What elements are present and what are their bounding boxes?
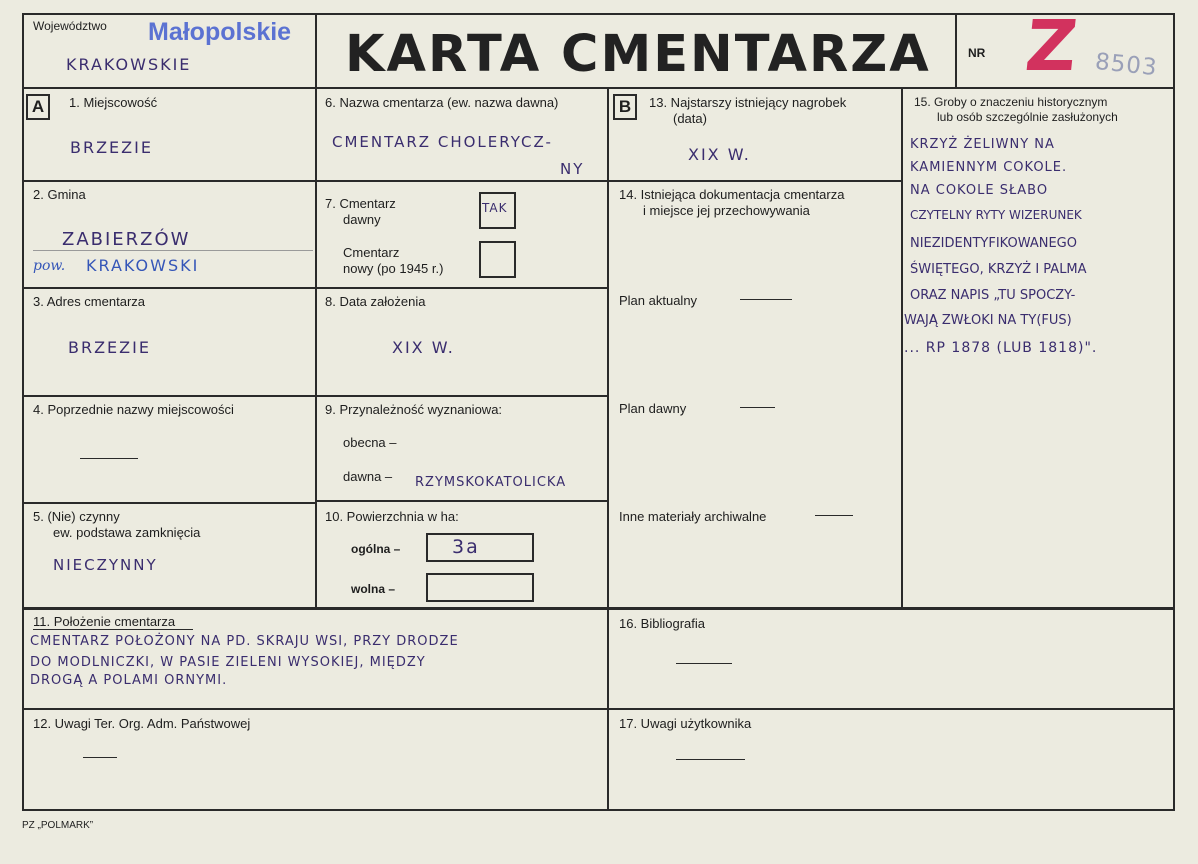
frame-left — [22, 13, 24, 810]
f2-pow-label: pow. — [33, 258, 66, 274]
row-line-2 — [22, 287, 609, 289]
f15-line-7: ORAZ NAPIS „TU SPOCZY- — [910, 288, 1076, 303]
f11-label-underline — [33, 629, 193, 630]
wojewodztwo-value: KRAKOWSKIE — [66, 55, 192, 74]
f9-dawna-label: dawna – — [343, 469, 393, 484]
f12-label: 12. Uwagi Ter. Org. Adm. Państwowej — [33, 716, 251, 731]
f8-label: 8. Data założenia — [325, 294, 426, 309]
row-line-1 — [22, 180, 609, 182]
f2-separator — [33, 250, 313, 251]
f11-line-3: DROGĄ A POLAMI ORNYMI. — [30, 673, 228, 688]
row-line-6 — [22, 708, 1175, 710]
f14-plan-aktualny-dash — [740, 299, 792, 300]
f11-label: 11. Położenie cmentarza — [33, 614, 176, 629]
f12-empty-dash — [83, 757, 117, 758]
f14-plan-dawny-dash — [740, 407, 775, 408]
f15-label-2: lub osób szczególnie zasłużonych — [937, 110, 1118, 124]
frame-top — [22, 13, 1174, 15]
f13-label-2: (data) — [673, 111, 707, 126]
f15-line-1: KRZYŻ ŻELIWNY NA — [910, 137, 1055, 152]
row-line-b — [607, 180, 903, 182]
f6-value-1: CMENTARZ CHOLERYCZ- — [332, 133, 553, 151]
f16-label: 16. Bibliografia — [619, 616, 705, 631]
printer-imprint: PZ „POLMARK” — [22, 820, 94, 831]
f14-label-1: 14. Istniejąca dokumentacja cmentarza — [619, 187, 845, 202]
f5-label-2: ew. podstawa zamknięcia — [53, 525, 201, 540]
section-a-marker: A — [26, 94, 50, 120]
f9-dawna-value: RZYMSKOKATOLICKA — [415, 475, 567, 490]
nr-label: NR — [968, 46, 986, 60]
f3-label: 3. Adres cmentarza — [33, 294, 145, 309]
f2-value: ZABIERZÓW — [62, 229, 191, 250]
f1-value: BRZEZIE — [70, 138, 153, 157]
f14-label-2: i miejsce jej przechowywania — [643, 203, 810, 218]
row-line-5 — [22, 607, 1175, 610]
col-line-3 — [901, 87, 903, 608]
f5-label-1: 5. (Nie) czynny — [33, 509, 120, 524]
f10-label: 10. Powierzchnia w ha: — [325, 509, 459, 524]
f3-value: BRZEZIE — [68, 338, 151, 357]
f10-wolna-label: wolna – — [351, 582, 396, 596]
f10-ogolna-box[interactable] — [426, 533, 534, 562]
f7-dawny-mark: TAK — [482, 201, 508, 215]
row-line-3 — [22, 395, 609, 397]
frame-right — [1173, 13, 1175, 810]
f15-line-9: ... RP 1878 (LUB 1818)". — [904, 340, 1098, 356]
section-b-marker: B — [613, 94, 637, 120]
header-vline-2 — [955, 13, 957, 89]
card-title: KARTA CMENTARZA — [345, 25, 931, 84]
f15-line-5: NIEZIDENTYFIKOWANEGO — [910, 236, 1077, 251]
f9-obecna-label: obecna – — [343, 435, 397, 450]
row-line-4-left — [22, 502, 317, 504]
f6-label: 6. Nazwa cmentarza (ew. nazwa dawna) — [325, 95, 559, 110]
f9-label: 9. Przynależność wyznaniowa: — [325, 402, 503, 417]
f16-empty-dash — [676, 663, 732, 664]
f7-label-3: Cmentarz — [343, 245, 400, 260]
f7-nowy-checkbox[interactable] — [479, 241, 516, 278]
wojewodztwo-stamp: Małopolskie — [148, 18, 292, 46]
f10-ogolna-label: ogólna – — [351, 542, 401, 556]
row-line-4-mid — [315, 500, 609, 502]
f2-pow-value: KRAKOWSKI — [86, 256, 200, 275]
col-line-1 — [315, 87, 317, 608]
f7-label-2: dawny — [343, 212, 381, 227]
f17-label: 17. Uwagi użytkownika — [619, 716, 752, 731]
f4-label: 4. Poprzednie nazwy miejscowości — [33, 402, 234, 417]
f10-ogolna-value: 3a — [452, 536, 480, 558]
header-divider — [22, 87, 1175, 89]
f14-plan-dawny: Plan dawny — [619, 401, 687, 416]
f1-label: 1. Miejscowość — [69, 95, 158, 110]
f15-label-1: 15. Groby o znaczeniu historycznym — [914, 95, 1108, 109]
f17-empty-dash — [676, 759, 745, 760]
f6-value-2: NY — [560, 160, 585, 178]
f11-line-2: DO MODLNICZKI, W PASIE ZIELENI WYSOKIEJ, MIĘDZY — [30, 655, 426, 670]
f5-value: NIECZYNNY — [53, 556, 158, 574]
f14-inne: Inne materiały archiwalne — [619, 509, 767, 524]
f15-line-2: KAMIENNYM COKOLE. — [910, 160, 1068, 175]
f4-empty-dash — [80, 458, 138, 459]
f15-line-3: NA COKOLE SŁABO — [910, 183, 1049, 198]
f14-inne-dash — [815, 515, 853, 516]
f10-wolna-box[interactable] — [426, 573, 534, 602]
f13-value: XIX W. — [688, 145, 751, 164]
f14-plan-aktualny: Plan aktualny — [619, 293, 698, 308]
header-vline-1 — [315, 13, 317, 89]
f2-label: 2. Gmina — [33, 187, 86, 202]
col-line-2 — [607, 87, 609, 810]
frame-bottom — [22, 809, 1175, 811]
f11-line-1: CMENTARZ POŁOŻONY NA PD. SKRAJU WSI, PRZY DRODZE — [30, 634, 459, 649]
f7-label-4: nowy (po 1945 r.) — [343, 261, 444, 276]
nr-letter: Z — [1021, 5, 1082, 87]
f15-line-4: CZYTELNY RYTY WIZERUNEK — [910, 208, 1082, 222]
f7-label-1: 7. Cmentarz — [325, 196, 396, 211]
f15-line-6: ŚWIĘTEGO, KRZYŻ I PALMA — [910, 262, 1087, 277]
f15-line-8: WAJĄ ZWŁOKI NA TY(FUS) — [904, 313, 1072, 328]
f13-label-1: 13. Najstarszy istniejący nagrobek — [649, 95, 847, 110]
wojewodztwo-label: Województwo — [33, 19, 107, 33]
nr-number: 8503 — [1093, 48, 1159, 82]
f8-value: XIX W. — [392, 338, 455, 357]
